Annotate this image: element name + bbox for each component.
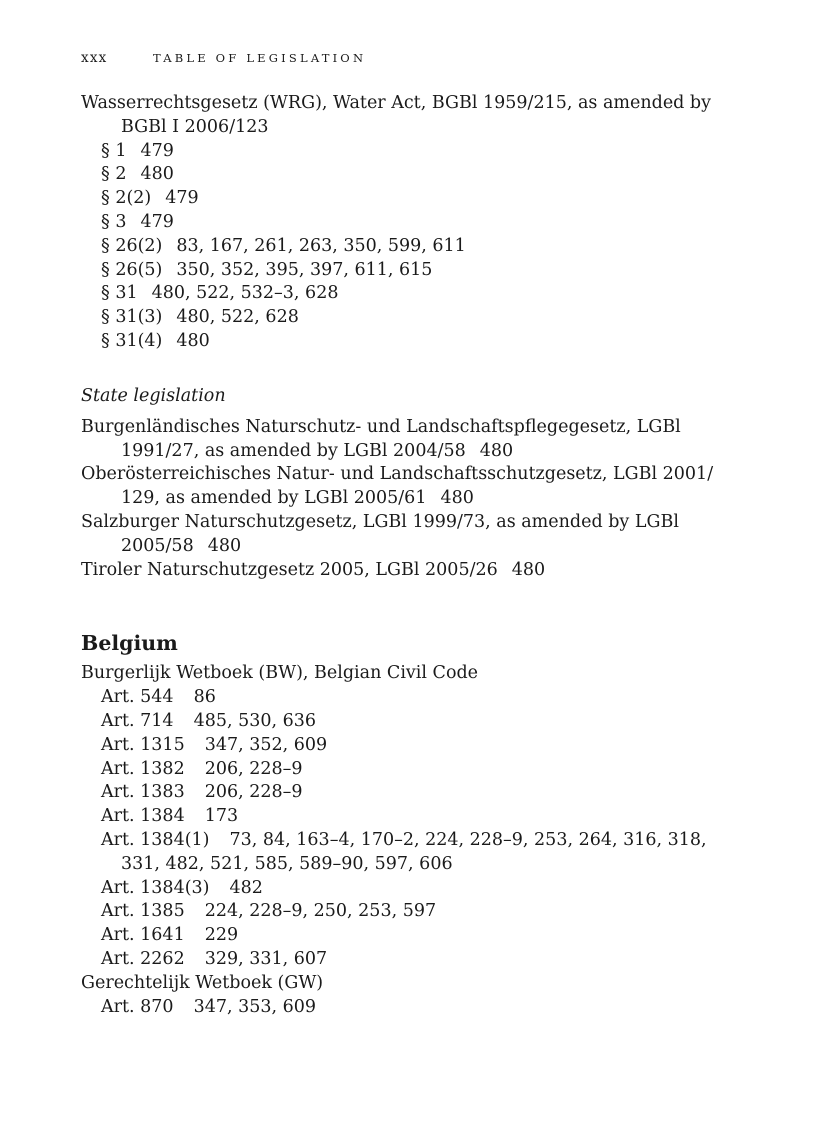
page-refs: 329, 331, 607 <box>204 948 328 969</box>
sub-entry <box>81 306 741 330</box>
article-ref: Art. 1384(1) <box>101 829 210 850</box>
page-number: xxx <box>81 50 108 66</box>
entry-title-line: Burgenländisches Naturschutz- und Landschaftspflegegesetz, LGBl <box>81 416 681 437</box>
sub-entry <box>81 900 741 924</box>
entry-title-continuation: 1991/27, as amended by LGBl 2004/58 480 <box>121 440 514 461</box>
sub-entry <box>81 829 741 877</box>
entry-title-continuation: 2005/58 480 <box>121 535 242 556</box>
sub-entry <box>81 758 741 782</box>
entry-title-continuation: 129, as amended by LGBl 2005/61 480 <box>121 488 474 509</box>
page-refs: 480 <box>176 330 210 351</box>
page-refs: 480 <box>207 535 242 556</box>
page-refs: 347, 352, 609 <box>204 734 328 755</box>
sub-entry <box>81 211 741 235</box>
article-ref: Art. 1641 <box>101 925 185 946</box>
page-refs: 350, 352, 395, 397, 611, 615 <box>176 259 433 280</box>
sub-entry <box>81 805 741 829</box>
sub-entry <box>81 734 741 758</box>
running-head <box>81 50 741 70</box>
page-refs: 480 <box>479 440 514 461</box>
section-ref: § 3 <box>101 211 127 232</box>
page-refs-continuation: 331, 482, 521, 585, 589–90, 597, 606 <box>121 853 453 874</box>
entry-oberoesterreich <box>81 463 741 511</box>
section-label-state-legislation: State legislation <box>81 385 226 406</box>
sub-entry <box>81 877 741 901</box>
page-refs: 173 <box>204 806 239 827</box>
page-refs: 480 <box>511 559 546 580</box>
sub-entry <box>81 163 741 187</box>
article-ref: Art. 544 <box>101 687 174 708</box>
page-refs: 485, 530, 636 <box>193 710 317 731</box>
entry-title-line: Tiroler Naturschutzgesetz 2005, LGBl 2005/26 480 <box>81 559 546 580</box>
section-ref: § 26(5) <box>101 259 163 280</box>
sub-entry <box>81 187 741 211</box>
page-refs: 480 <box>440 488 474 509</box>
article-ref: Art. 2262 <box>101 948 185 969</box>
entry-gerechtelijk-wetboek <box>81 972 741 996</box>
section-ref: § 2(2) <box>101 188 152 209</box>
section-ref: § 31 <box>101 283 138 304</box>
entry-title-line: Gerechtelijk Wetboek (GW) <box>81 972 324 993</box>
section-ref: § 31(3) <box>101 307 163 328</box>
page-refs: 73, 84, 163–4, 170–2, 224, 228–9, 253, 264, 316, 318, <box>229 829 707 850</box>
page-refs: 86 <box>193 687 216 708</box>
entry-title-line: Burgerlijk Wetboek (BW), Belgian Civil Code <box>81 663 479 684</box>
entry-title-continuation: BGBl I 2006/123 <box>121 116 269 137</box>
sub-entry <box>81 235 741 259</box>
page-refs: 206, 228–9 <box>204 758 303 779</box>
country-heading-belgium: Belgium <box>81 631 178 656</box>
sub-entry <box>81 140 741 164</box>
sub-entry <box>81 710 741 734</box>
page-refs: 480 <box>140 164 174 185</box>
article-ref: Art. 1315 <box>101 734 185 755</box>
entry-burgerlijk-wetboek <box>81 662 741 686</box>
article-ref: Art. 1384 <box>101 806 185 827</box>
sub-entry <box>81 686 741 710</box>
sub-entry <box>81 781 741 805</box>
page-refs: 347, 353, 609 <box>193 996 317 1017</box>
entry-tirol <box>81 559 741 583</box>
page-refs: 480, 522, 532–3, 628 <box>151 283 339 304</box>
section-ref: § 26(2) <box>101 235 163 256</box>
sub-entry <box>81 259 741 283</box>
article-ref: Art. 1382 <box>101 758 185 779</box>
page-refs: 482 <box>229 877 263 898</box>
entry-salzburg <box>81 511 741 559</box>
page-refs: 229 <box>204 925 239 946</box>
sub-entry <box>81 924 741 948</box>
page-refs: 206, 228–9 <box>204 782 303 803</box>
article-ref: Art. 1385 <box>101 901 185 922</box>
page-refs: 479 <box>165 188 199 209</box>
sub-entry <box>81 330 741 354</box>
entry-title-line: Salzburger Naturschutzgesetz, LGBl 1999/73, as amended by LGBl <box>81 511 679 532</box>
page-refs: 83, 167, 261, 263, 350, 599, 611 <box>176 235 466 256</box>
entry-wasserrechtsgesetz <box>81 92 741 140</box>
article-ref: Art. 714 <box>101 710 174 731</box>
page-refs: 224, 228–9, 250, 253, 597 <box>204 901 437 922</box>
article-ref: Art. 1384(3) <box>101 877 210 898</box>
article-ref: Art. 870 <box>101 996 174 1017</box>
entry-title-line: Oberösterreichisches Natur- und Landschaftsschutzgesetz, LGBl 2001/ <box>81 464 714 485</box>
page-refs: 479 <box>140 140 174 161</box>
article-ref: Art. 1383 <box>101 782 185 803</box>
entry-title-line: Wasserrechtsgesetz (WRG), Water Act, BGBl 1959/215, as amended by <box>81 93 712 113</box>
section-ref: § 1 <box>101 140 127 161</box>
sub-entry <box>81 996 741 1020</box>
document-page <box>81 50 741 1019</box>
section-ref: § 2 <box>101 164 127 185</box>
entry-burgenland <box>81 416 741 464</box>
running-head-title: TABLE OF LEGISLATION <box>153 51 367 65</box>
sub-entry <box>81 282 741 306</box>
page-refs: 479 <box>140 211 174 232</box>
section-ref: § 31(4) <box>101 330 163 351</box>
page-refs: 480, 522, 628 <box>176 307 299 328</box>
sub-entry <box>81 948 741 972</box>
